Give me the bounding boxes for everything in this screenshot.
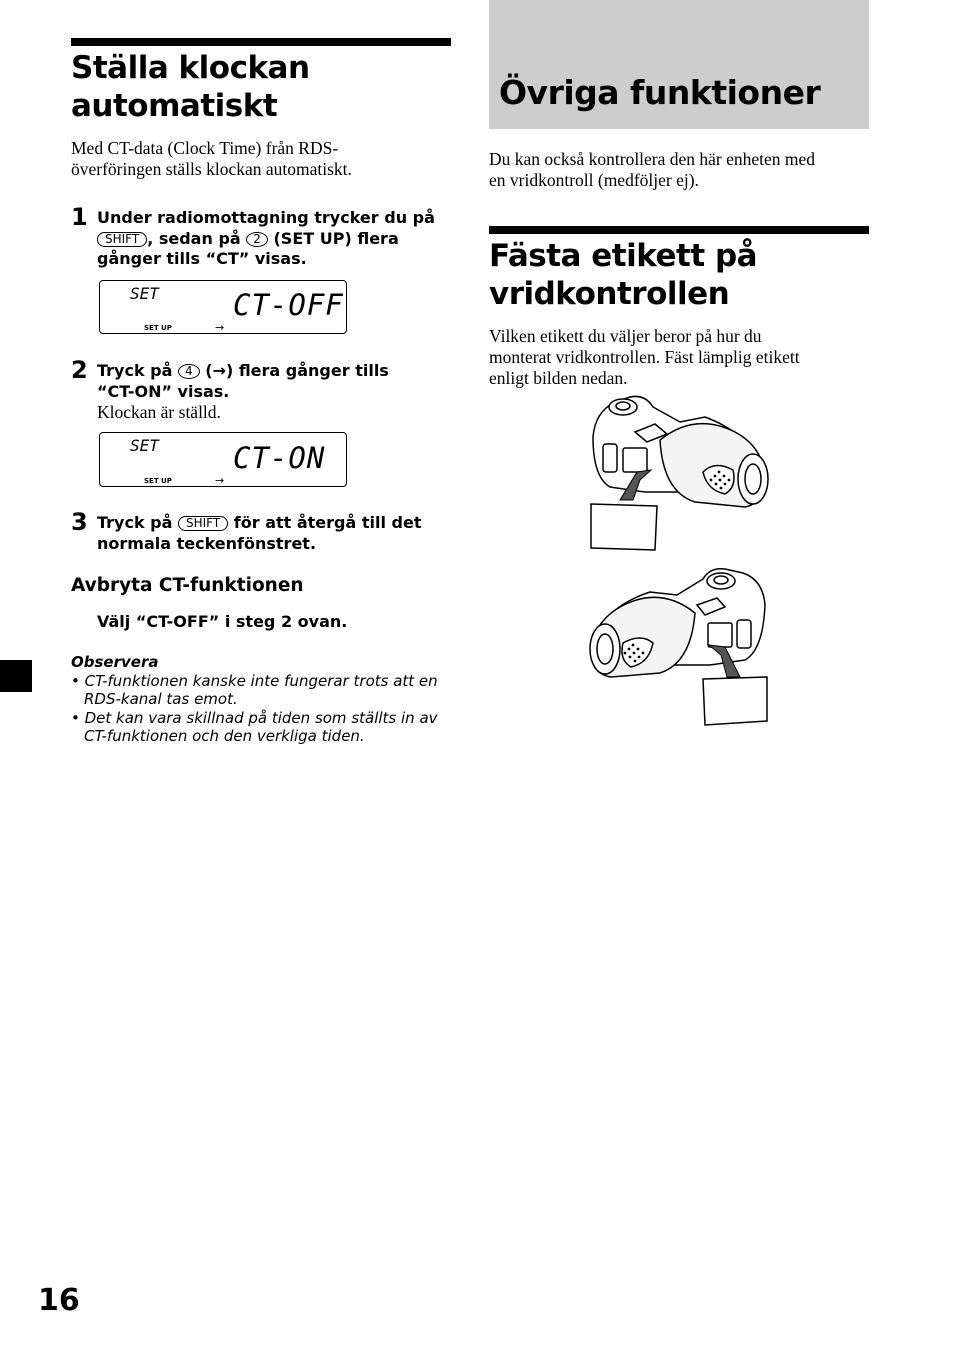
step-1-end: (SET UP) flera bbox=[273, 228, 399, 248]
step-1-line-3: gånger tills “CT” visas. bbox=[97, 249, 307, 268]
step-3-text bbox=[97, 513, 457, 554]
right-body-line-3: enligt bilden nedan. bbox=[489, 368, 628, 388]
left-title-rule bbox=[71, 38, 451, 46]
step-2-line-3: Klockan är ställd. bbox=[97, 402, 221, 422]
step-1-text bbox=[97, 208, 457, 270]
note-2-line-2: CT-funktionen och den verkliga tiden. bbox=[84, 727, 365, 745]
lcd-set-text: SET bbox=[130, 436, 159, 455]
step-1-mid: , sedan på bbox=[147, 228, 241, 248]
rotary-commander-illustration-1 bbox=[585, 392, 775, 554]
step-1-number: 1 bbox=[71, 203, 88, 231]
notes-title: Observera bbox=[71, 653, 159, 671]
label-section-title bbox=[489, 237, 869, 313]
title-line-1: Ställa klockan bbox=[71, 50, 310, 86]
lcd-ct-on-graphic bbox=[100, 433, 346, 486]
right-body-line-1: Vilken etikett du väljer beror på hur du bbox=[489, 326, 762, 346]
note-1-line-1: • CT-funktionen kanske inte fungerar trots att en bbox=[71, 671, 438, 690]
step-1-line-2 bbox=[97, 229, 457, 250]
step-2-number: 2 bbox=[71, 356, 88, 384]
step-3-line-2: normala teckenfönstret. bbox=[97, 533, 317, 553]
rotary-commander-illustration-2 bbox=[585, 565, 775, 727]
intro-line-1: Med CT-data (Clock Time) från RDS- bbox=[71, 138, 339, 158]
note-1-line-2: RDS-kanal tas emot. bbox=[84, 690, 238, 708]
step-3-number: 3 bbox=[71, 508, 88, 536]
lcd-display-ct-off bbox=[99, 280, 347, 334]
note-2-line-1: • Det kan vara skillnad på tiden som ställts in av bbox=[71, 708, 438, 727]
side-tab-marker bbox=[0, 660, 32, 692]
shift-key: SHIFT bbox=[97, 232, 147, 247]
shift-key: SHIFT bbox=[178, 516, 228, 531]
step-3-end: för att återgå till det bbox=[233, 513, 422, 532]
key-4: 4 bbox=[178, 364, 200, 379]
lcd-display-ct-on bbox=[99, 432, 347, 487]
right-title-rule bbox=[489, 226, 869, 234]
right-intro-line-1: Du kan också kontrollera den här enheten med bbox=[489, 149, 816, 169]
lcd-set-text: SET bbox=[130, 284, 159, 303]
page-title-left bbox=[71, 49, 451, 125]
lcd-ct-off-graphic bbox=[100, 281, 346, 333]
step-2-end: (→) flera gånger tills bbox=[205, 361, 389, 380]
step-1-line-1: Under radiomottagning trycker du på bbox=[97, 208, 435, 227]
page-number: 16 bbox=[38, 1283, 80, 1318]
label-title-line-2: vridkontrollen bbox=[489, 276, 730, 312]
cancel-instruction: Välj “CT-OFF” i steg 2 ovan. bbox=[97, 612, 348, 631]
step-2-start: Tryck på bbox=[97, 361, 173, 380]
lcd-arrow: → bbox=[215, 321, 225, 333]
title-line-2: automatiskt bbox=[71, 88, 278, 124]
lcd-main-text: CT-OFF bbox=[233, 288, 344, 322]
step-3-start: Tryck på bbox=[97, 513, 173, 532]
subheading-cancel-ct: Avbryta CT-funktionen bbox=[71, 575, 304, 596]
lcd-main-text: CT-ON bbox=[233, 441, 326, 475]
left-intro bbox=[71, 138, 451, 180]
lcd-setup-label: SET UP bbox=[144, 477, 172, 485]
right-body-line-2: monterat vridkontrollen. Fäst lämplig etikett bbox=[489, 347, 800, 367]
right-intro bbox=[489, 149, 874, 191]
step-2-line-1 bbox=[97, 361, 457, 382]
intro-line-2: överföringen ställs klockan automatiskt. bbox=[71, 159, 352, 179]
key-2: 2 bbox=[246, 232, 268, 247]
step-2-text bbox=[97, 361, 457, 423]
lcd-arrow: → bbox=[215, 474, 225, 486]
step-3-line-1 bbox=[97, 513, 457, 534]
lcd-setup-label: SET UP bbox=[144, 324, 172, 332]
right-intro-line-2: en vridkontroll (medföljer ej). bbox=[489, 170, 699, 190]
section-title: Övriga funktioner bbox=[499, 73, 821, 112]
notes-block bbox=[71, 653, 451, 746]
label-title-line-1: Fästa etikett på bbox=[489, 238, 758, 274]
step-2-line-2: “CT-ON” visas. bbox=[97, 381, 230, 401]
right-body bbox=[489, 326, 874, 389]
